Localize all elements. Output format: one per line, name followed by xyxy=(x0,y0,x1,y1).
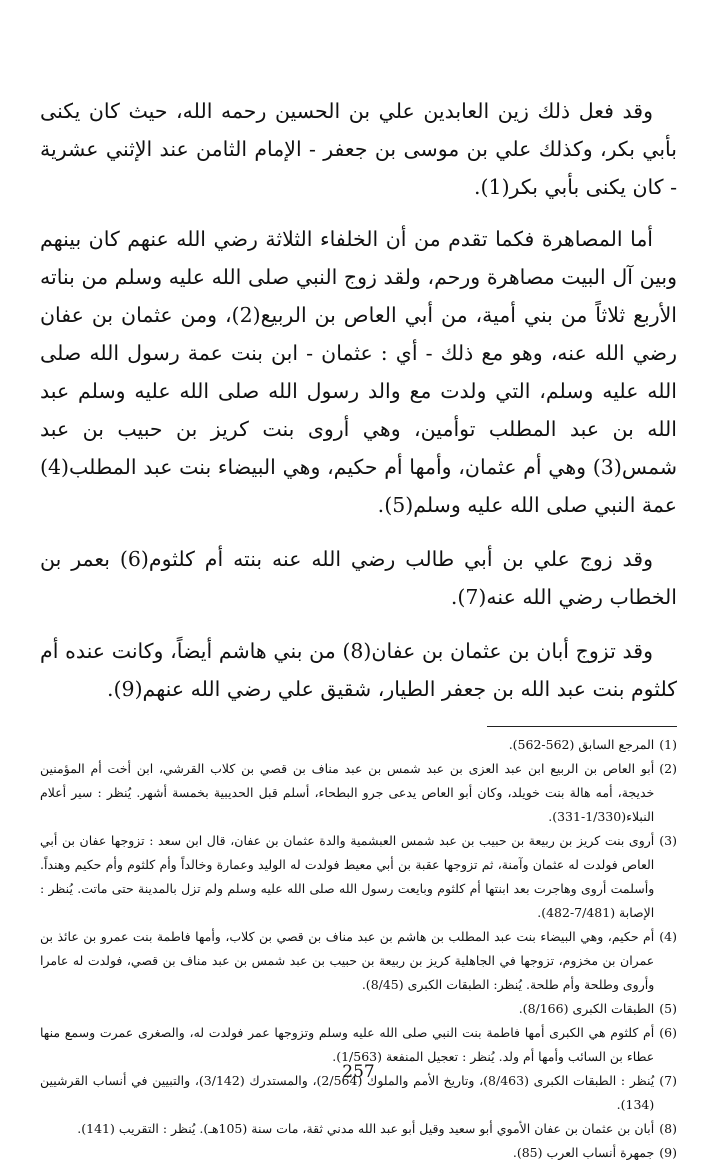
footnote-text: أروى بنت كريز بن ربيعة بن حبيب بن عبد شمس العبشمية والدة عثمان بن عفان، قال ابن سعد : تزوجها عفان بن أبي العاص فولدت له عثمان وآمنة، ثم تزوجها عقبة بن أبي معيط فولدت له الوليد وعمارة وخالداً وأم كلثوم وأم حكيم وهنداً. وأسلمت أروى وهاجرت بعد ابنتها أم كلثوم وبايعت رسول الله صلى الله عليه وسلم ولم تزل بالمدينة حتى ماتت. يُنظر : الإصابة (7/481-482). xyxy=(40,833,655,920)
footnote-number: (4) xyxy=(659,929,677,944)
footnote-number: (5) xyxy=(659,1001,677,1016)
footnote-number: (2) xyxy=(659,761,677,776)
footnote-number: (1) xyxy=(659,737,677,752)
footnote-number: (3) xyxy=(659,833,677,848)
footnote xyxy=(40,925,677,997)
main-text xyxy=(40,92,677,708)
footnote-text: المرجع السابق (562-562). xyxy=(508,737,655,752)
page-number: 257 xyxy=(342,1062,375,1082)
footnote xyxy=(40,733,677,757)
footnote-text: جمهرة أنساب العرب (85). xyxy=(512,1145,655,1160)
footnote xyxy=(40,1141,677,1165)
footnote-number: (9) xyxy=(659,1145,677,1160)
footnote-separator xyxy=(487,726,677,727)
footnote-number: (7) xyxy=(659,1073,677,1088)
paragraph: وقد فعل ذلك زين العابدين علي بن الحسين رحمه الله، حيث كان يكنى بأبي بكر، وكذلك علي بن موسى بن جعفر - الإمام الثامن عند الإثني عشرية - كان يكنى بأبي بكر(1). xyxy=(40,99,677,199)
paragraph: أما المصاهرة فكما تقدم من أن الخلفاء الثلاثة رضي الله عنهم كان بينهم وبين آل البيت مصاهرة ورحم، ولقد زوج النبي صلى الله عليه وسلم من بناته الأربع ثلاثاً من بني أمية، من أبي العاص بن الربيع(2)، ومن عثمان بن عفان رضي الله عنه، وهو مع ذلك - أي : عثمان - ابن بنت عمة رسول الله صلى الله عليه وسلم، التي ولدت مع والد رسول الله صلى الله عليه وسلم عبد الله بن عبد المطلب توأمين، وهي أروى بنت كريز بن حبيب بن عبد شمس(3) وهي أم عثمان، وأمها أم حكيم، وهي البيضاء بنت عبد المطلب(4) عمة النبي صلى الله عليه وسلم(5). xyxy=(40,227,677,517)
footnote-number: (8) xyxy=(659,1121,677,1136)
footnote xyxy=(40,997,677,1021)
paragraph: وقد تزوج أبان بن عثمان بن عفان(8) من بني هاشم أيضاً، وكانت عنده أم كلثوم بنت عبد الله بن جعفر الطيار، شقيق علي رضي الله عنهم(9). xyxy=(40,639,677,701)
paragraph: وقد زوج علي بن أبي طالب رضي الله عنه بنته أم كلثوم(6) بعمر بن الخطاب رضي الله عنه(7). xyxy=(40,547,677,609)
footnote-number: (6) xyxy=(659,1025,677,1040)
footnotes xyxy=(40,733,677,1165)
footnote-text: أم كلثوم هي الكبرى أمها فاطمة بنت النبي صلى الله عليه وسلم وتزوجها عمر فولدت له، والصغرى عمرت وسمع منها عطاء بن السائب وأمها أم ولد. يُنظر : تعجيل المنفعة (1/563). xyxy=(40,1025,655,1064)
footnote-text: أبان بن عثمان بن عفان الأموي أبو سعيد وقيل أبو عبد الله مدني ثقة، مات سنة (105هـ). يُنظر : التقريب (141). xyxy=(77,1121,655,1136)
footnote-text: الطبقات الكبرى (8/166). xyxy=(518,1001,655,1016)
footnote xyxy=(40,1117,677,1141)
footnote-text: يُنظر : الطبقات الكبرى (8/463)، وتاريخ الأمم والملوك (2/564)، والمستدرك (3/142)، والتبيين في أنساب القرشيين (134). xyxy=(40,1073,655,1112)
footnote xyxy=(40,829,677,925)
footnote xyxy=(40,757,677,829)
footnote-text: أبو العاص بن الربيع ابن عبد العزى بن عبد شمس بن عبد مناف بن قصي بن كلاب القرشي، ابن أخت أم المؤمنين خديجة، أمه هالة بنت خويلد، وكان أبو العاص يدعى جرو البطحاء، أسلم قبل الحديبية بخمسة أشهر. يُنظر : سير أعلام النبلاء(1/330-331). xyxy=(40,761,655,824)
footnote-text: أم حكيم، وهي البيضاء بنت عبد المطلب بن هاشم بن عبد مناف بن قصي بن كلاب، وأمها فاطمة بنت عمرو بن عائذ بن عمران بن مخزوم، تزوجها في الجاهلية كريز بن ربيعة بن حبيب بن عبد شمس بن عبد مناف بن قصي، فولدت له عامرا وأروى وطلحة وأم طلحة. يُنظر: الطبقات الكبرى (8/45). xyxy=(40,929,655,992)
